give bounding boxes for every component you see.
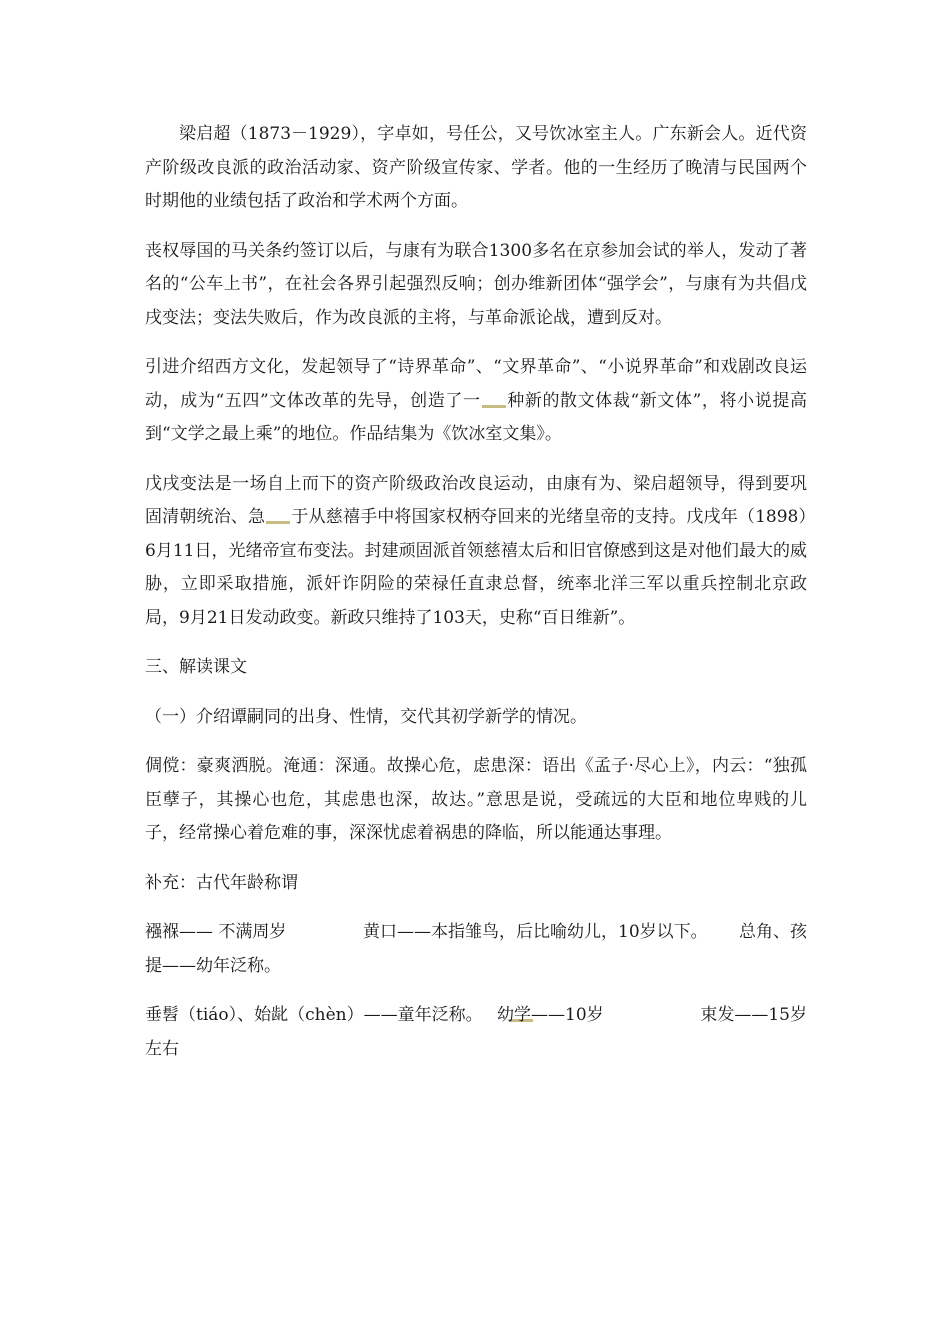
age-term: 幼学——10岁 — [497, 1005, 604, 1025]
paragraph-reform-movement-part1: 戊戌变法是一场自上而下的资产阶级政治改良运动，由康有为、梁启超领导，得到要巩固清朝统治、急 — [145, 473, 807, 527]
highlight-mark — [482, 405, 506, 408]
subsection-heading-1: （一）介绍谭嗣同的出身、性情，交代其初学新学的情况。 — [145, 706, 587, 727]
paragraph-reform-movement — [145, 468, 807, 636]
age-terms-row-1-continuation: 提——幼年泛称。 — [145, 955, 281, 976]
age-terms-row-2-continuation: 左右 — [145, 1038, 179, 1059]
paragraph-literary-reform-part2: 种新的散文体裁“新文体”，将小说提高到“文学之最上乘”的地位。作品结集为《饮冰室文集》。 — [145, 390, 807, 444]
paragraph-reform-movement-part2: 于从慈禧手中将国家权柄夺回来的光绪皇帝的支持。戊戌年（1898）6月11日，光绪帝宣布变法。封建顽固派首领慈禧太后和旧官僚感到这是对他们最大的威胁，立即采取措施，派奸诈阴险的荣禄任直隶总督，统率北洋三军以重兵控制北京政局，9月21日发动政变。新政只维持了103天，史称“百日维新”。 — [145, 507, 808, 628]
section-heading-3: 三、解读课文 — [145, 657, 247, 677]
age-term: 黄口——本指雏鸟，后比喻幼儿，10岁以下。 — [363, 922, 708, 942]
age-term — [145, 999, 497, 1033]
age-term: 总角、孩 — [739, 922, 807, 942]
paragraph-literary-reform — [145, 351, 807, 452]
age-term: 束发——15岁 — [700, 1005, 807, 1025]
paragraph-liang-qichao-intro: 梁启超（1873－1929），字卓如，号任公，又号饮冰室主人。广东新会人。近代资产阶级改良派的政治活动家、资产阶级宣传家、学者。他的一生经历了晚清与民国两个时期他的业绩包括了政治和学术两个方面。 — [145, 124, 807, 211]
age-terms-row-2 — [145, 999, 807, 1033]
supplement-heading: 补充：古代年龄称谓 — [145, 872, 298, 893]
age-term-text: 垂髫（tiáo）、始龀（chèn）——童年泛称。 — [145, 1005, 483, 1025]
age-term: 襁褓—— 不满周岁 — [145, 922, 287, 942]
paragraph-vocabulary-notes: 倜傥：豪爽洒脱。淹通：深通。故操心危，虑患深：语出《孟子·尽心上》，内云：“独孤臣孽子，其操心也危，其虑患也深，故达。”意思是说，受疏远的大臣和地位卑贱的儿子，经常操心着危难的事，深深忧虑着祸患的降临，所以能通达事理。 — [145, 756, 807, 843]
paragraph-literary-reform-part1: 引进介绍西方文化，发起领导了“诗界革命”、“文界革命”、“小说界革命”和戏剧改良运动，成为“五四”文体改革的先导，创造了一 — [145, 357, 807, 411]
highlight-mark — [266, 521, 290, 524]
document-body — [145, 118, 807, 1082]
paragraph-political-activity: 丧权辱国的马关条约签订以后，与康有为联合1300多名在京参加会试的举人，发动了著名的“公车上书”，在社会各界引起强烈反响；创办维新团体“强学会”，与康有为共倡戊戌变法；变法失败后，作为改良派的主将，与革命派论战，遭到反对。 — [145, 240, 807, 328]
age-terms-row-1 — [145, 916, 807, 950]
